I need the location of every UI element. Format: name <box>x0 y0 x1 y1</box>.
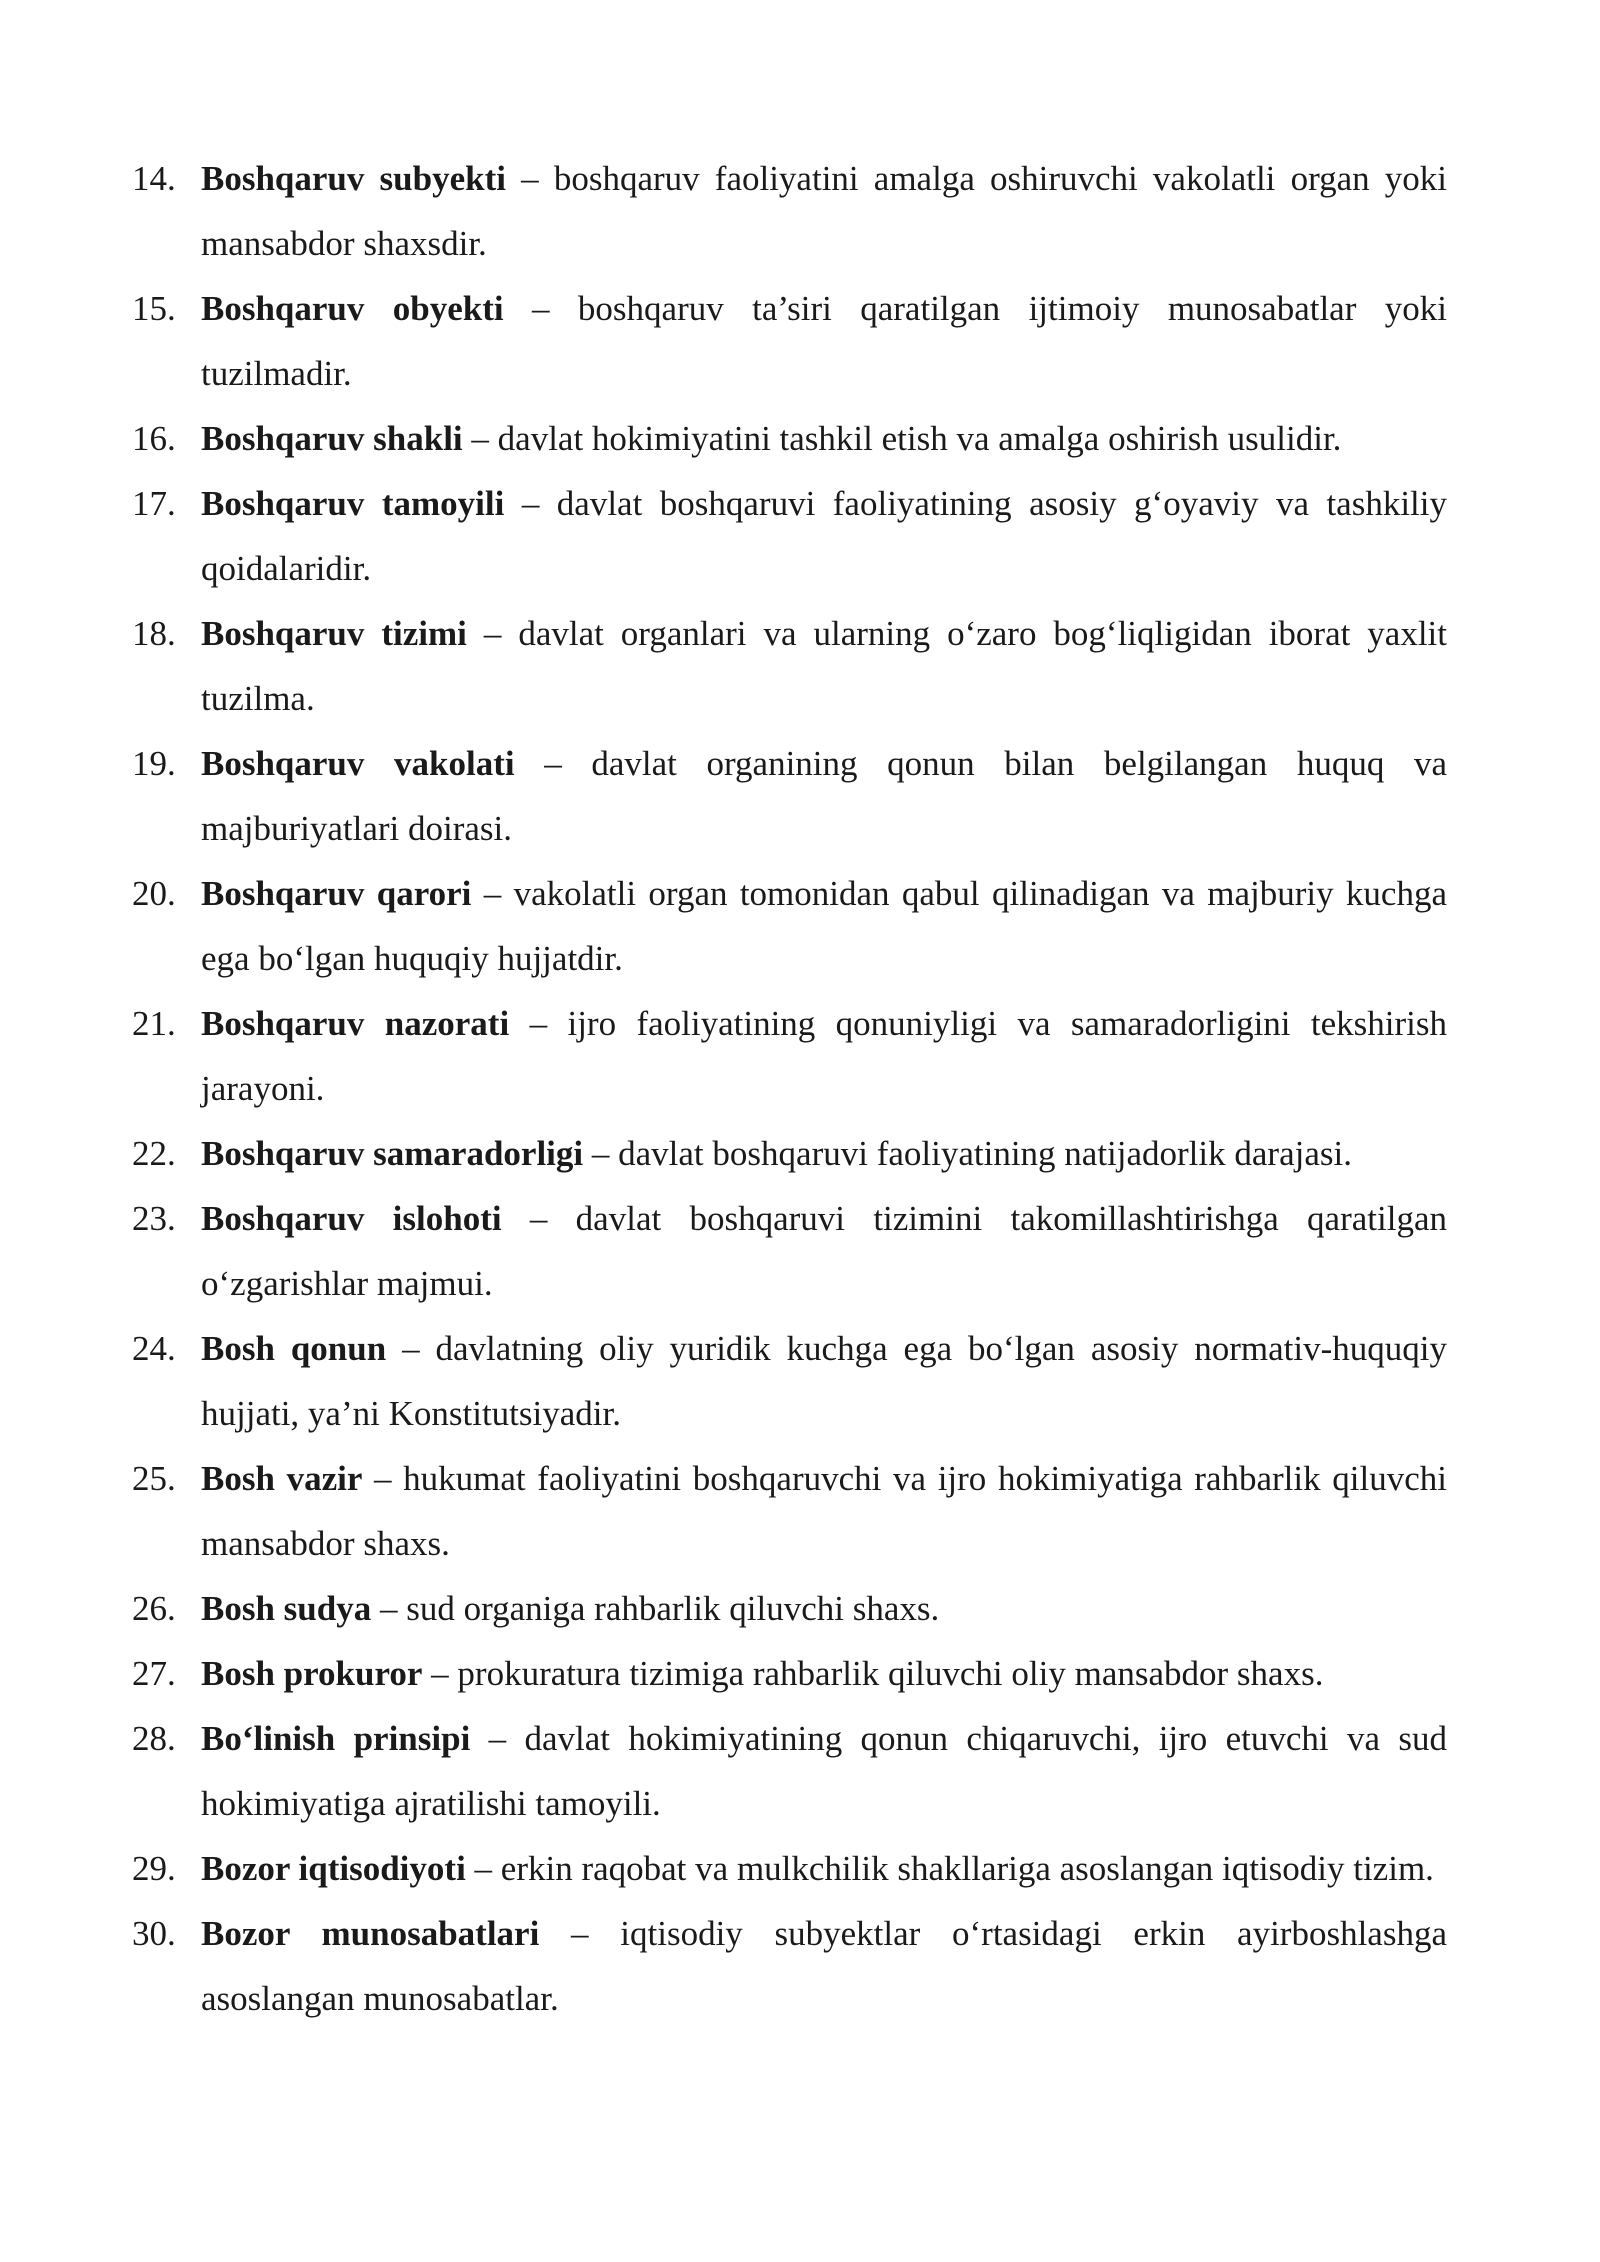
entry-definition: – boshqaruv faoliyatini amalga oshiruvchi vakolatli organ yoki mansabdor shaxsdir. <box>201 159 1448 263</box>
entry-number: 21. <box>132 1004 176 1043</box>
glossary-entry <box>132 1706 1447 1836</box>
glossary-entry <box>132 1836 1447 1901</box>
glossary-entry <box>132 731 1447 861</box>
entry-definition: – davlat hokimiyatini tashkil etish va amalga oshirish usulidir. <box>462 419 1342 458</box>
entry-term: Boshqaruv subyekti <box>201 159 506 198</box>
entry-number: 20. <box>132 874 176 913</box>
entry-term: Bo‘linish prinsipi <box>201 1719 471 1758</box>
entry-term: Boshqaruv shakli <box>201 419 463 458</box>
glossary-entry <box>132 276 1447 406</box>
entry-term: Bosh vazir <box>201 1459 363 1498</box>
entry-number: 23. <box>132 1199 176 1238</box>
entry-term: Bozor iqtisodiyoti <box>201 1849 466 1888</box>
entry-definition: – iqtisodiy subyektlar o‘rtasidagi erkin ayirboshlashga asoslangan munosabatlar. <box>201 1914 1448 2018</box>
entry-number: 15. <box>132 289 176 328</box>
entry-term: Boshqaruv tamoyili <box>201 484 505 523</box>
entry-definition: – ijro faoliyatining qonuniyligi va samaradorligini tekshirish jarayoni. <box>201 1004 1448 1108</box>
glossary-entry <box>132 1446 1447 1576</box>
entry-number: 24. <box>132 1329 176 1368</box>
glossary-list <box>132 146 1447 2031</box>
glossary-entry <box>132 1576 1447 1641</box>
entry-term: Boshqaruv samaradorligi <box>201 1134 584 1173</box>
entry-number: 28. <box>132 1719 176 1758</box>
entry-number: 14. <box>132 159 176 198</box>
glossary-entry <box>132 1316 1447 1446</box>
entry-definition: – davlat boshqaruvi faoliyatining natijadorlik darajasi. <box>583 1134 1352 1173</box>
glossary-entry <box>132 1641 1447 1706</box>
entry-definition: – davlat organlari va ularning o‘zaro bog‘liqligidan iborat yaxlit tuzilma. <box>201 614 1448 718</box>
entry-number: 27. <box>132 1654 176 1693</box>
entry-definition: – erkin raqobat va mulkchilik shakllariga asoslangan iqtisodiy tizim. <box>465 1849 1434 1888</box>
entry-definition: – hukumat faoliyatini boshqaruvchi va ijro hokimiyatiga rahbarlik qiluvchi mansabdor shaxs. <box>201 1459 1447 1563</box>
entry-number: 18. <box>132 614 176 653</box>
entry-term: Bozor munosabatlari <box>201 1914 540 1953</box>
entry-definition: – sud organiga rahbarlik qiluvchi shaxs. <box>371 1589 940 1628</box>
entry-term: Boshqaruv qarori <box>201 874 472 913</box>
glossary-entry <box>132 406 1447 471</box>
entry-definition: – prokuratura tizimiga rahbarlik qiluvchi oliy mansabdor shaxs. <box>422 1654 1324 1693</box>
entry-number: 25. <box>132 1459 176 1498</box>
entry-definition: – vakolatli organ tomonidan qabul qilinadigan va majburiy kuchga ega bo‘lgan huquqiy hujjatdir. <box>201 874 1448 978</box>
glossary-entry <box>132 471 1447 601</box>
entry-definition: – davlat organining qonun bilan belgilangan huquq va majburiyatlari doirasi. <box>201 744 1447 848</box>
entry-term: Boshqaruv nazorati <box>201 1004 510 1043</box>
entry-definition: – davlat hokimiyatining qonun chiqaruvchi, ijro etuvchi va sud hokimiyatiga ajratilishi tamoyili. <box>201 1719 1447 1823</box>
entry-term: Boshqaruv vakolati <box>201 744 515 783</box>
entry-definition: – davlat boshqaruvi faoliyatining asosiy g‘oyaviy va tashkiliy qoidalaridir. <box>201 484 1447 588</box>
entry-definition: – davlat boshqaruvi tizimini takomillashtirishga qaratilgan o‘zgarishlar majmui. <box>201 1199 1447 1303</box>
entry-number: 19. <box>132 744 176 783</box>
entry-number: 30. <box>132 1914 176 1953</box>
entry-term: Boshqaruv islohoti <box>201 1199 502 1238</box>
entry-definition: – boshqaruv ta’siri qaratilgan ijtimoiy munosabatlar yoki tuzilmadir. <box>201 289 1447 393</box>
entry-number: 29. <box>132 1849 176 1888</box>
glossary-entry <box>132 601 1447 731</box>
entry-definition: – davlatning oliy yuridik kuchga ega bo‘lgan asosiy normativ-huquqiy hujjati, ya’ni Konstitutsiyadir. <box>201 1329 1447 1433</box>
entry-term: Bosh qonun <box>201 1329 387 1368</box>
entry-term: Bosh prokuror <box>201 1654 423 1693</box>
entry-number: 26. <box>132 1589 176 1628</box>
glossary-entry <box>132 1901 1447 2031</box>
glossary-entry <box>132 1186 1447 1316</box>
entry-term: Boshqaruv tizimi <box>201 614 467 653</box>
entry-number: 17. <box>132 484 176 523</box>
glossary-entry <box>132 1121 1447 1186</box>
entry-term: Bosh sudya <box>201 1589 372 1628</box>
entry-number: 16. <box>132 419 176 458</box>
glossary-entry <box>132 146 1447 276</box>
entry-term: Boshqaruv obyekti <box>201 289 504 328</box>
entry-number: 22. <box>132 1134 176 1173</box>
glossary-entry <box>132 991 1447 1121</box>
glossary-entry <box>132 861 1447 991</box>
